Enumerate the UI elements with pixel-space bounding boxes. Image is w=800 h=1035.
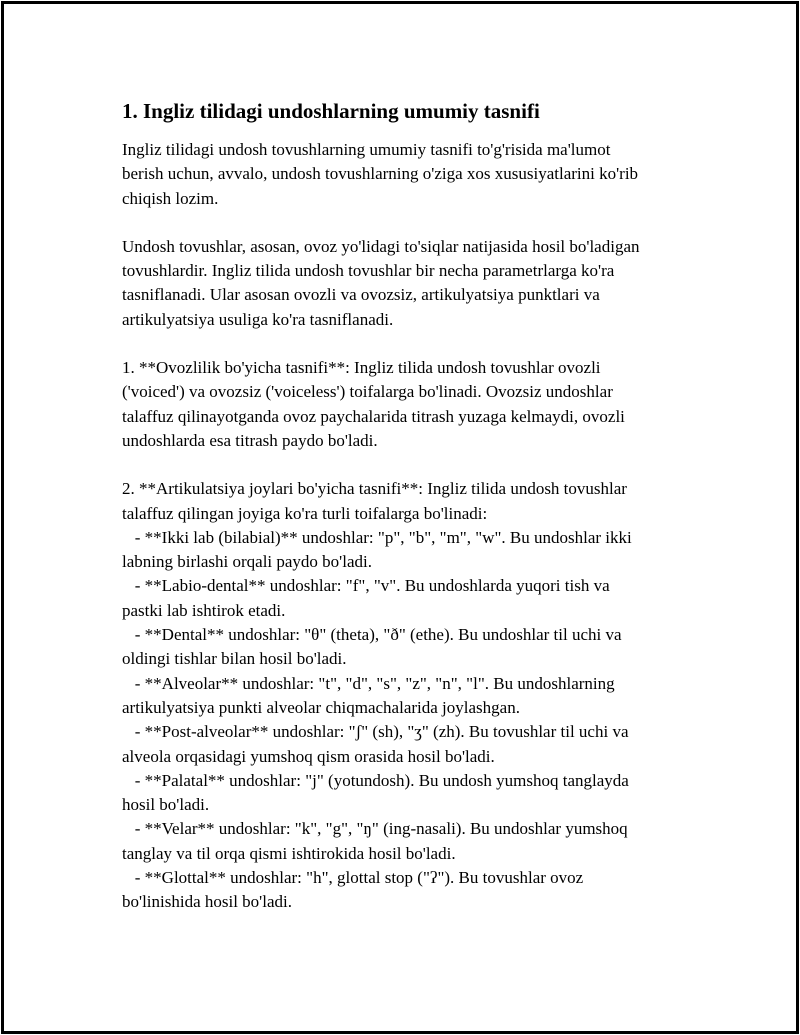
text-line: talaffuz qilingan joyiga ko'ra turli toifalarga bo'linadi: [122, 503, 488, 523]
text-line: - **Dental** undoshlar: "θ" (theta), "ð" (ethe). Bu undoshlar til uchi va [122, 625, 622, 645]
text-line: alveola orqasidagi yumshoq qism orasida hosil bo'ladi. [122, 746, 495, 766]
text-line: oldingi tishlar bilan hosil bo'ladi. [122, 649, 347, 669]
text-line: - **Palatal** undoshlar: "j" (yotundosh). Bu undosh yumshoq tanglayda [122, 770, 629, 790]
text-line: - **Alveolar** undoshlar: "t", "d", "s", "z", "n", "l". Bu undoshlarning [122, 673, 615, 693]
text-line: tasniflanadi. Ular asosan ovozli va ovozsiz, artikulyatsiya punktlari va [122, 285, 600, 305]
paragraph-list [122, 138, 702, 915]
text-line: tanglay va til orqa qismi ishtirokida hosil bo'ladi. [122, 843, 456, 863]
text-line: - **Glottal** undoshlar: "h", glottal stop ("ʔ"). Bu tovushlar ovoz [122, 868, 584, 888]
text-line: Ingliz tilidagi undosh tovushlarning umumiy tasnifi to'g'risida ma'lumot [122, 140, 611, 159]
text-line: hosil bo'ladi. [122, 795, 210, 815]
text-line: pastki lab ishtirok etadi. [122, 600, 286, 620]
document-title: 1. Ingliz tilidagi undoshlarning umumiy tasnifi [122, 99, 540, 123]
page-frame [1, 1, 799, 1034]
text-line: - **Velar** undoshlar: "k", "g", "ŋ" (ing-nasali). Bu undoshlar yumshoq [122, 819, 628, 839]
paragraph-3 [122, 356, 702, 453]
paragraph-1 [122, 138, 702, 211]
paragraph-2 [122, 235, 702, 332]
text-line: artikulyatsiya punkti alveolar chiqmachalarida joylashgan. [122, 697, 520, 717]
text-line: artikulyatsiya usuliga ko'ra tasniflanadi. [122, 309, 394, 329]
text-line: undoshlarda esa titrash paydo bo'ladi. [122, 430, 378, 450]
text-line: talaffuz qilinayotganda ovoz paychalarida titrash yuzaga kelmaydi, ovozli [122, 406, 625, 426]
paragraph-4 [122, 477, 702, 914]
text-line: berish uchun, avvalo, undosh tovushlarning o'ziga xos xususiyatlarini ko'rib [122, 164, 639, 184]
text-line: - **Post-alveolar** undoshlar: "ʃ" (sh), "ʒ" (zh). Bu tovushlar til uchi va [122, 722, 629, 742]
text-line: - **Labio-dental** undoshlar: "f", "v". Bu undoshlarda yuqori tish va [122, 576, 610, 596]
text-line: tovushlardir. Ingliz tilida undosh tovushlar bir necha parametrlarga ko'ra [122, 261, 615, 281]
text-line: Undosh tovushlar, asosan, ovoz yo'lidagi to'siqlar natijasida hosil bo'ladigan [122, 236, 640, 256]
text-line: bo'linishida hosil bo'ladi. [122, 892, 292, 912]
text-line: 1. **Ovozlilik bo'yicha tasnifi**: Ingliz tilida undosh tovushlar ovozli [122, 358, 601, 378]
text-line: ('voiced') va ovozsiz ('voiceless') toifalarga bo'linadi. Ovozsiz undoshlar [122, 382, 613, 402]
text-line: 2. **Artikulatsiya joylari bo'yicha tasnifi**: Ingliz tilida undosh tovushlar [122, 479, 627, 499]
text-line: chiqish lozim. [122, 188, 219, 208]
text-line: labning birlashi orqali paydo bo'ladi. [122, 552, 372, 572]
text-line: - **Ikki lab (bilabial)** undoshlar: "p", "b", "m", "w". Bu undoshlar ikki [122, 527, 632, 547]
document-body [122, 98, 702, 915]
